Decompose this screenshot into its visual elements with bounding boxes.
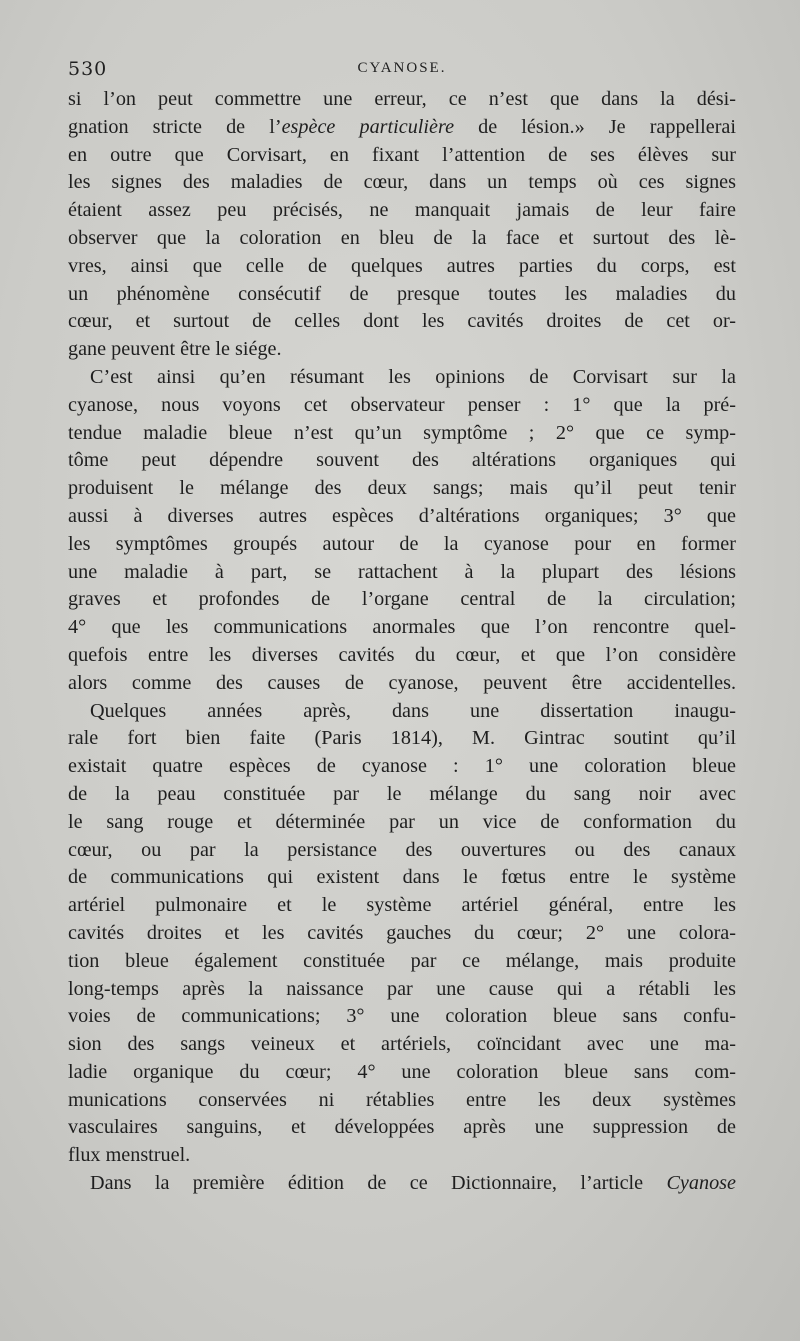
body-text [68, 86, 736, 1198]
text-line: observer que la coloration en bleu de la face et surtout des lè- [68, 226, 736, 249]
text-line: les signes des maladies de cœur, dans un temps où ces signes [68, 171, 736, 194]
text-line: rale fort bien faite (Paris 1814), M. Gintrac soutint qu’il [68, 727, 736, 750]
text-line: un phénomène consécutif de presque toutes les maladies du [68, 282, 736, 305]
text-line: cœur, et surtout de celles dont les cavités droites de cet or- [68, 310, 736, 333]
text-line: tôme peut dépendre souvent des altérations organiques qui [68, 449, 736, 472]
text-line: de la peau constituée par le mélange du sang noir avec [68, 782, 736, 805]
text-line: les symptômes groupés autour de la cyanose pour en former [68, 532, 736, 555]
text-line: flux menstruel. [68, 1144, 191, 1167]
text-line: le sang rouge et déterminée par un vice de conformation du [68, 810, 736, 833]
text-line: graves et profondes de l’organe central de la circulation; [68, 588, 736, 611]
text-line: quefois entre les diverses cavités du cœur, et que l’on considère [68, 643, 736, 666]
text-line: produisent le mélange des deux sangs; mais qu’il peut tenir [68, 477, 736, 500]
text-line: vasculaires sanguins, et développées après une suppression de [68, 1116, 736, 1139]
text-line: en outre que Corvisart, en fixant l’attention de ses élèves sur [68, 143, 736, 166]
text-line: étaient assez peu précisés, ne manquait jamais de leur faire [68, 199, 736, 222]
text-line: sion des sangs veineux et artériels, coïncidant avec une ma- [68, 1033, 736, 1056]
text-line: alors comme des causes de cyanose, peuvent être accidentelles. [68, 671, 736, 694]
text-line: ladie organique du cœur; 4° une coloration bleue sans com- [68, 1060, 736, 1083]
text-line: gnation stricte de l’espèce particulière de lésion.» Je rappellerai [68, 115, 736, 138]
text-line: une maladie à part, se rattachent à la plupart des lésions [68, 560, 736, 583]
text-line: cavités droites et les cavités gauches du cœur; 2° une colora- [68, 921, 736, 944]
text-line: 4° que les communications anormales que l’on rencontre quel- [68, 616, 736, 639]
text-line: vres, ainsi que celle de quelques autres parties du corps, est [68, 254, 736, 277]
text-line: tion bleue également constituée par ce mélange, mais produite [68, 949, 736, 972]
text-line: si l’on peut commettre une erreur, ce n’est que dans la dési- [68, 88, 736, 110]
text-line: gane peuvent être le siége. [68, 338, 282, 361]
text-line: munications conservées ni rétablies entre les deux systèmes [68, 1088, 736, 1111]
text-line: voies de communications; 3° une coloration bleue sans confu- [68, 1005, 736, 1028]
text-line: de communications qui existent dans le fœtus entre le système [68, 866, 736, 889]
page-header [68, 58, 736, 84]
text-line: C’est ainsi qu’en résumant les opinions de Corvisart sur la [90, 365, 736, 388]
text-line: existait quatre espèces de cyanose : 1° une coloration bleue [68, 755, 736, 778]
page-number: 530 [68, 58, 108, 80]
text-line: Quelques années après, dans une dissertation inaugu- [90, 699, 736, 722]
text-line: tendue maladie bleue n’est qu’un symptôme ; 2° que ce symp- [68, 421, 736, 444]
text-line: artériel pulmonaire et le système artériel général, entre les [68, 894, 736, 917]
text-line: cœur, ou par la persistance des ouvertures ou des canaux [68, 838, 736, 861]
running-title: CYANOSE. [357, 60, 447, 76]
text-line: Dans la première édition de ce Dictionnaire, l’article Cyanose [90, 1172, 736, 1195]
text-line: long-temps après la naissance par une cause qui a rétabli les [68, 977, 736, 1000]
text-line: cyanose, nous voyons cet observateur penser : 1° que la pré- [68, 393, 736, 416]
text-line: aussi à diverses autres espèces d’altérations organiques; 3° que [68, 504, 736, 527]
